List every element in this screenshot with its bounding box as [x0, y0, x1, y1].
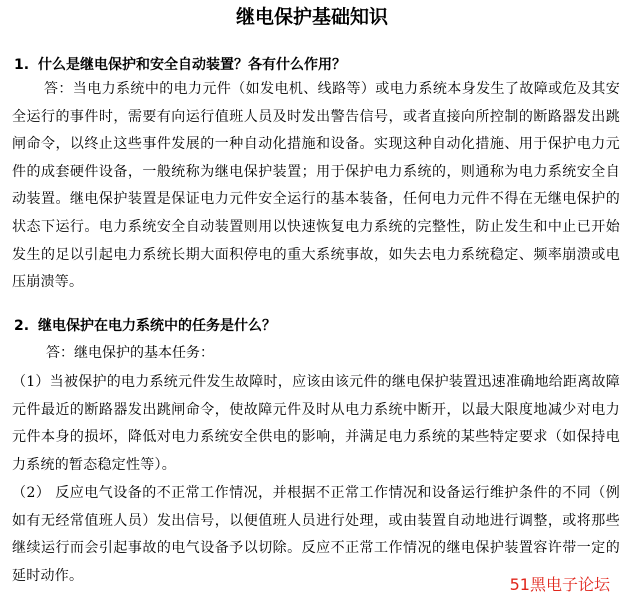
watermark-logo: 51黑电子论坛: [509, 575, 610, 594]
question-1-heading: [14, 55, 346, 75]
question-2-text: 继电保护在电力系统中的任务是什么？: [38, 318, 276, 334]
question-1-text: 什么是继电保护和安全自动装置？各有什么作用？: [38, 57, 346, 73]
question-2-number: 2.: [14, 318, 30, 334]
question-1-number: 1.: [14, 57, 30, 73]
document-title: 继电保护基础知识: [235, 6, 388, 28]
task-1-paragraph: （1）当被保护的电力系统元件发生故障时，应该由该元件的继电保护装置迅速准确地给距离故障元件最近的断路器发出跳闸命令，使故障元件及时从电力系统中断开，以最大限度地减少对电力元件本身的损坏，降低对电力系统安全供电的影响，并满足电力系统的某些特定要求（如保持电力系统的暂态稳定性等）。: [12, 374, 620, 473]
answer-2-intro: 答：继电保护的基本任务：: [46, 345, 214, 361]
task-2-paragraph: （2） 反应电气设备的不正常工作情况，并根据不正常工作情况和设备运行维护条件的不同（例如有无经常值班人员）发出信号，以便值班人员进行处理，或由装置自动地进行调整，或将那些继续运行而会引起事故的电气设备予以切除。反应不正常工作情况的继电保护装置容许带一定的延时动作。: [12, 485, 620, 584]
question-2-heading: [14, 316, 276, 336]
answer-1-paragraph: 答：当电力系统中的电力元件（如发电机、线路等）或电力系统本身发生了故障或危及其安全运行的事件时，需要有向运行值班人员及时发出警告信号，或者直接向所控制的断路器发出跳闸命令，以终止这些事件发展的一种自动化措施和设备。实现这种自动化措施、用于保护电力元件的成套硬件设备，一般统称为继电保护装置；用于保护电力系统的，则通称为电力系统安全自动装置。继电保护装置是保证电力元件安全运行的基本装备，任何电力元件不得在无继电保护的状态下运行。电力系统安全自动装置则用以快速恢复电力系统的完整性，防止发生和中止已开始发生的足以引起电力系统长期大面积停电的重大系统事故，如失去电力系统稳定、频率崩溃或电压崩溃等。: [12, 81, 620, 291]
